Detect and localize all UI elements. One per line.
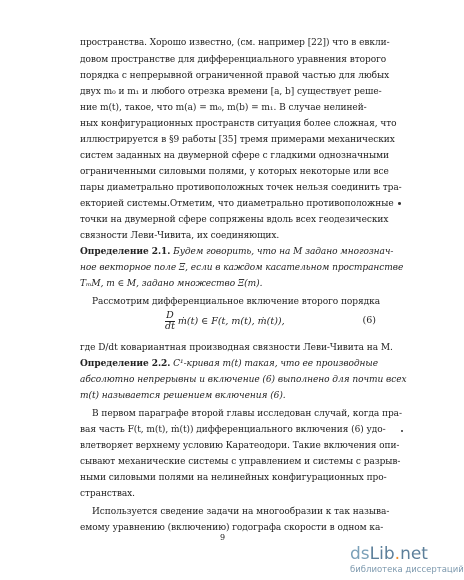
scan-speck <box>398 202 401 205</box>
text-line: пространства. Хорошо известно, (см. например [22]) что в евкли- <box>80 38 390 48</box>
scan-speck <box>401 430 403 432</box>
text-line: довом пространстве для дифференциального уравнения второго <box>80 55 387 65</box>
definition-text: C¹-кривая m(t) такая, что ее производные <box>170 359 378 369</box>
watermark-subtitle: библиотека диссертаций <box>350 565 464 575</box>
text-line: Рассмотрим дифференциальное включение второго порядка <box>92 297 381 307</box>
equation-rhs: ṁ(t) ∈ F(t, m(t), ṁ(t)), <box>174 316 285 327</box>
text-line: вая часть F(t, m(t), ṁ(t)) дифференциального включения (6) удо- <box>80 425 386 435</box>
text-line: В первом параграфе второй главы исследован случай, когда пра- <box>92 409 402 419</box>
definition-text: абсолютно непрерывны и включение (6) выполнено для почти всех <box>80 375 407 385</box>
text-line: емому уравнению (включению) годографа скорости в одном ка- <box>80 523 384 533</box>
text-line: сывают механические системы с управлением и системы с разрыв- <box>80 457 401 467</box>
text-line: пары диаметрально противоположных точек нельзя соединить тра- <box>80 183 402 193</box>
equation-6 <box>80 311 376 339</box>
text-line: влетворяет верхнему условию Каратеодори. Такие включения опи- <box>80 441 400 451</box>
text-line: ограниченными силовыми полями, у которых некоторые или все <box>80 167 389 177</box>
text-line: порядка с непрерывной ограниченной правой частью для любых <box>80 71 390 81</box>
text-line: екторией системы.Отметим, что диаметрально противоположные <box>80 199 394 209</box>
text-line: точки на двумерной сфере сопряжены вдоль всех геодезических <box>80 215 389 225</box>
watermark <box>350 544 464 580</box>
text-line: двух m₀ и m₁ и любого отрезка времени [a, b] существует реше- <box>80 87 382 97</box>
definition-text: ное векторное поле Ξ, если в каждом касательном пространстве <box>80 263 404 273</box>
definition-text: Будем говорить, что на M задано многознач- <box>170 247 394 257</box>
page-number: 9 <box>220 533 226 542</box>
definition-text: TₘM, m ∈ M, задано множество Ξ(m). <box>80 279 263 289</box>
text-line: ние m(t), такое, что m(a) = m₀, m(b) = m₁. В случае нелиней- <box>80 103 367 113</box>
text-line: иллюстрируется в §9 работы [35] тремя примерами механических <box>80 135 395 145</box>
text-line: связности Леви-Чивита, их соединяющих. <box>80 231 280 241</box>
text-line: ных конфигурационных пространств ситуация более сложная, что <box>80 119 397 129</box>
definition-title: Определение 2.1. <box>80 247 171 257</box>
text-line: где D/dt ковариантная производная связности Леви-Чивита на M. <box>80 343 393 353</box>
text-line: ными силовыми полями на нелинейных конфигурационных про- <box>80 473 387 483</box>
text-line: систем заданных на двумерной сфере с гладкими однозначными <box>80 151 389 161</box>
equation-number: (6) <box>362 315 376 326</box>
equation-body <box>165 311 285 332</box>
definition-title: Определение 2.2. <box>80 359 171 369</box>
derivative-fraction: $\frac{D}{dt}$ <box>165 310 175 332</box>
text-line: странствах. <box>80 489 135 499</box>
text-line: Используется сведение задачи на многообразии к так называ- <box>92 507 390 517</box>
watermark-logo: dsLib.net <box>350 544 428 564</box>
definition-2-1 <box>80 246 393 258</box>
definition-2-2 <box>80 358 378 370</box>
definition-text: m(t) называется решением включения (6). <box>80 391 286 401</box>
